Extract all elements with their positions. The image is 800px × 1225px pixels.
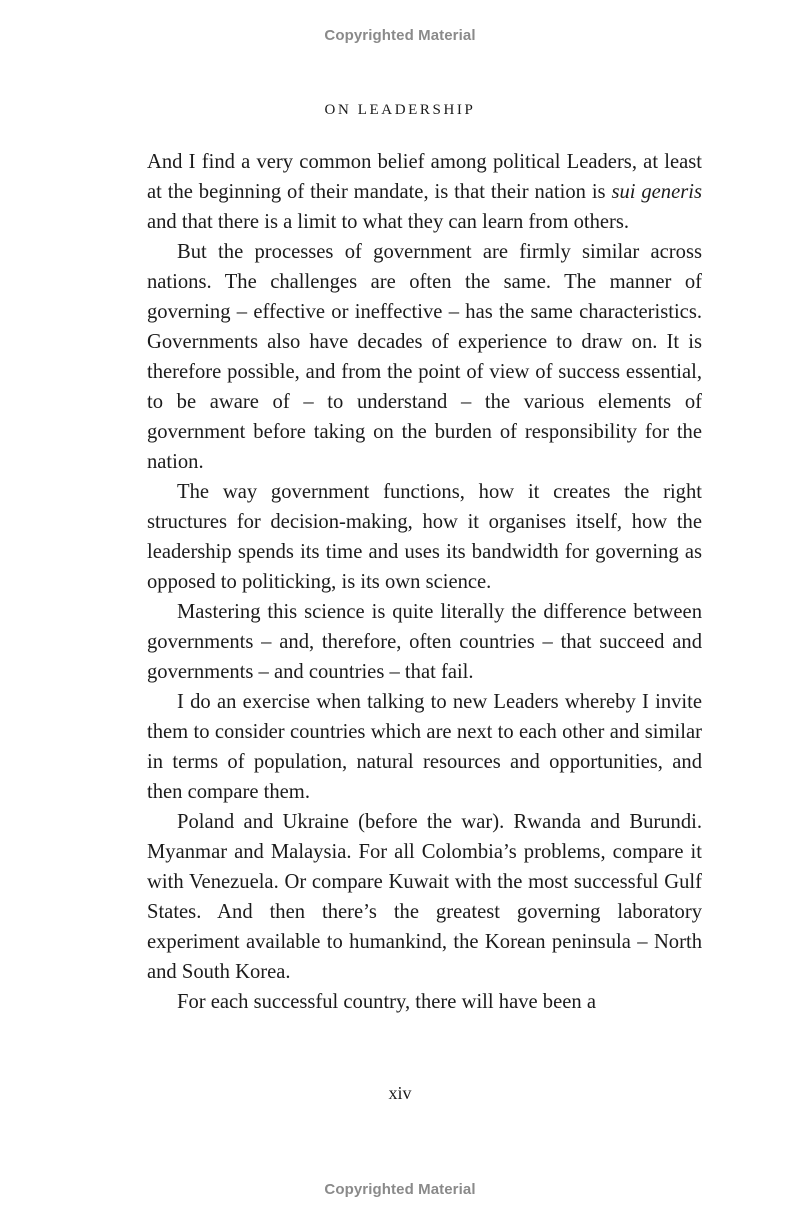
copyright-watermark-bottom: Copyrighted Material xyxy=(324,1181,476,1198)
paragraph-2: But the processes of government are firmly similar across nations. The challenges are often the same. The manner of governing – effective or ineffective – has the same characteristics. Governments also have decades of experience to draw on. It is therefore possible, and from the point of view of success essential, to be aware of – to understand – the various elements of government before taking on the burden of responsibility for the nation. xyxy=(147,241,702,473)
paragraph-5: I do an exercise when talking to new Leaders whereby I invite them to consider countries which are next to each other and similar in terms of population, natural resources and opportunities, and then compare them. xyxy=(147,691,702,803)
copyright-watermark-top: Copyrighted Material xyxy=(324,27,476,44)
running-head: ON LEADERSHIP xyxy=(324,102,476,118)
page-body xyxy=(147,147,702,1017)
page-number: xiv xyxy=(388,1083,412,1103)
paragraph-1-after: and that there is a limit to what they can learn from others. xyxy=(147,211,630,233)
paragraph-4: Mastering this science is quite literally the difference between governments – and, therefore, often countries – that succeed and governments – and countries – that fail. xyxy=(147,601,702,683)
paragraph-6: Poland and Ukraine (before the war). Rwanda and Burundi. Myanmar and Malaysia. For all Colombia’s problems, compare it with Venezuela. Or compare Kuwait with the most successful Gulf States. And then there’s the greatest governing laboratory experiment available to humankind, the Korean peninsula – North and South Korea. xyxy=(147,811,702,983)
paragraph-7: For each successful country, there will have been a xyxy=(177,991,596,1013)
paragraph-3: The way government functions, how it creates the right structures for decision-making, how it organises itself, how the leadership spends its time and uses its bandwidth for governing as opposed to politicking, is its own science. xyxy=(147,481,702,593)
paragraph-1-before: And I find a very common belief among political Leaders, at least at the beginning of their mandate, is that their nation is xyxy=(147,151,702,203)
paragraph-1-italic: sui generis xyxy=(611,181,702,203)
paragraph-1 xyxy=(147,147,702,237)
